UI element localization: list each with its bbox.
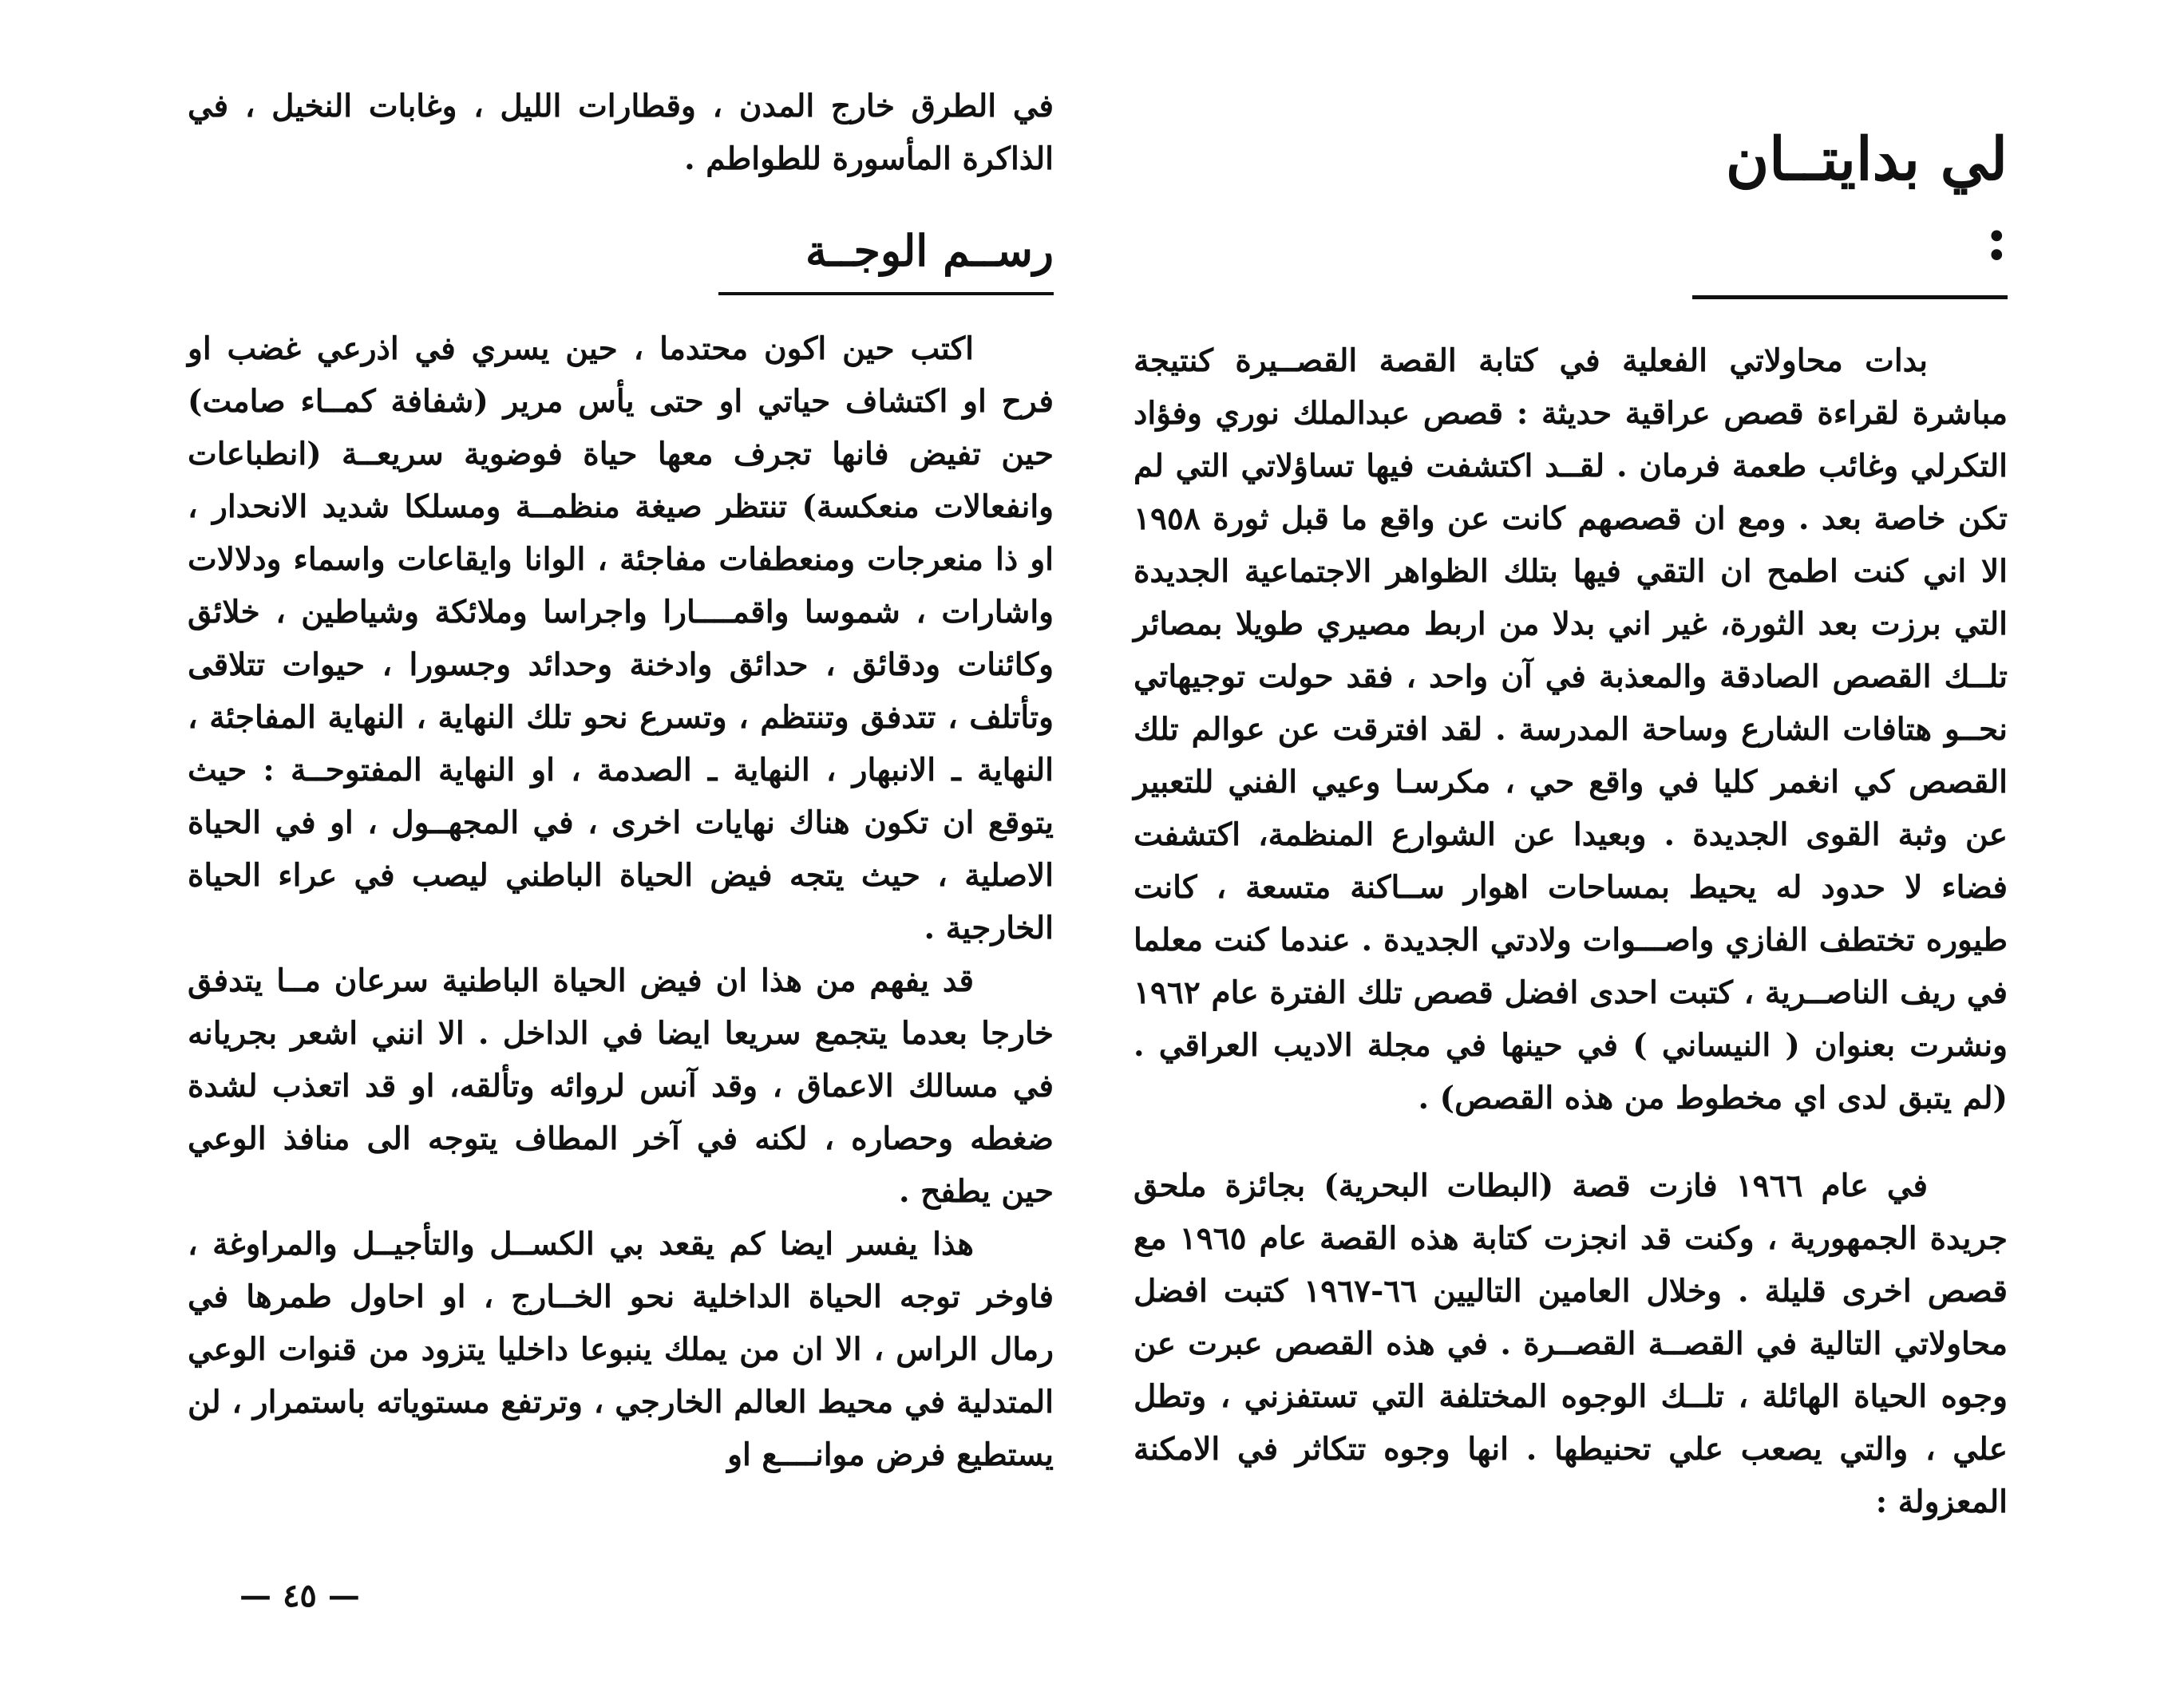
paragraph: هذا يفسر ايضا كم يقعد بي الكســل والتأجيــل والمراوغة ، فاوخر توجه الحياة الداخلية نحو الخــارج ، او احاول طمرها في رمال الراس ، الا ان من يملك ينبوعا داخليا يتزود من قنوات الوعي المتدلية في محيط العالم الخارجي ، وترتفع مستوياته باستمرار ، لن يستطيع فرض موانــــع او (188, 1226, 1054, 1473)
section-title-beginnings: لي بدايتــان : (1692, 120, 2008, 299)
page-number: — ٤٥ — (239, 1577, 360, 1614)
paragraph: في عام ١٩٦٦ فازت قصة (البطات البحرية) بجائزة ملحق جريدة الجمهورية ، وكنت قد انجزت كتابة هذه القصة عام ١٩٦٥ مع قصص اخرى قليلة . وخلال العامين التاليين ٦٦-١٩٦٧ كتبت افضل محاولاتي التالية في القصــة القصــرة . في هذه القصص عبرت عن وجوه الحياة الهائلة ، تلــك الوجوه المختلفة التي تستفزني ، وتطل علي ، والتي يصعب علي تحنيطها . انها وجوه تتكاثر في الامكنة المعزولة : (1134, 1168, 2008, 1520)
intro-paragraph: في الطرق خارج المدن ، وقطارات الليل ، وغابات النخيل ، في الذاكرة المأسورة للطواطم . (188, 88, 1054, 177)
paragraph: قد يفهم من هذا ان فيض الحياة الباطنية سرعان مــا يتدفق خارجا بعدما يتجمع سريعا ايضا في الداخل . الا انني اشعر بجريانه في مسالك الاعماق ، وقد آنس لروائه وتألقه، او قد اتعذب لشدة ضغطه وحصاره ، لكنه في آخر المطاف يتوجه الى منافذ الوعي حين يطفح . (188, 962, 1054, 1210)
paragraph: بدات محاولاتي الفعلية في كتابة القصة القصــيرة كنتيجة مباشرة لقراءة قصص عراقية حديثة : قصص عبدالملك نوري وفؤاد التكرلي وغائب طعمة فرمان . لقــد اكتشفت فيها تساؤلاتي التي لم تكن خاصة بعد . ومع ان قصصهم كانت عن واقع ما قبل ثورة ١٩٥٨ الا اني كنت اطمح ان التقي فيها بتلك الظواهر الاجتماعية الجديدة التي برزت بعد الثورة، غير اني بدلا من اربط مصيري طويلا بمصائر تلــك القصص الصادقة والمعذبة في آن واحد ، فقد حولت توجيهاتي نحــو هتافات الشارع وساحة المدرسة . لقد افترقت عن عوالم تلك القصص كي انغمر كليا في واقع حي ، مكرسـا وعيي الفني للتعبير عن وثبة القوى الجديدة . وبعيدا عن الشوارع المنظمة، اكتشفت فضاء لا حدود له يحيط بمساحات اهوار ســاكنة متسعة ، كانت طيوره تختطف الفازي واصـــوات ولادتي الجديدة . عندما كنت معلما في ريف الناصــرية ، كتبت احدى افضل قصص تلك الفترة عام ١٩٦٢ ونشرت بعنوان ( النيساني ) في حينها في مجلة الاديب العراقي . (لم يتبق لدى اي مخطوط من هذه القصص) . (1134, 342, 2008, 1116)
left-column (188, 80, 1054, 1481)
section-title-drawing-face: رســم الوجــة (718, 220, 1054, 295)
paragraph: اكتب حين اكون محتدما ، حين يسري في اذرعي غضب او فرح او اكتشاف حياتي او حتى يأس مرير (شفافة كمــاء صامت) حين تفيض فانها تجرف معها حياة فوضوية سريعــة (انطباعات وانفعالات منعكسة) تنتظر صيغة منظمــة ومسلكا شديد الانحدار ، او ذا منعرجات ومنعطفات مفاجئة ، الوانا وايقاعات واسماء ودلالات واشارات ، شموسا واقمــــارا واجراسا وملائكة وشياطين ، خلائق وكائنات ودقائق ، حدائق وادخنة وحدائد وجسورا ، حيوات تتلاقى وتأتلف ، تتدفق وتنتظم ، وتسرع نحو تلك النهاية ، النهاية المفاجئة ، النهاية ـ الانبهار ، النهاية ـ الصدمة ، او النهاية المفتوحــة : حيث يتوقع ان تكون هناك نهايات اخرى ، في المجهــول ، او في الحياة الاصلية ، حيث يتجه فيض الحياة الباطني ليصب في عراء الحياة الخارجية . (188, 330, 1054, 946)
right-column (1134, 120, 2008, 1528)
